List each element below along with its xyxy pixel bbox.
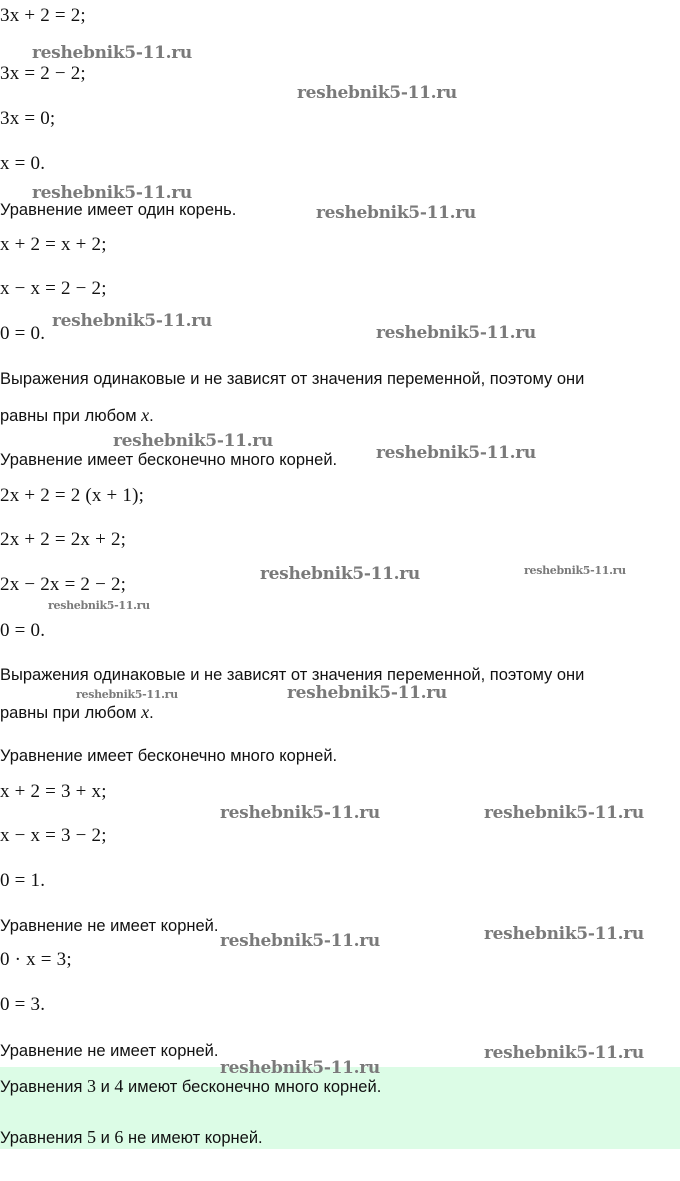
conclusion-text: Уравнение имеет один корень. [0, 201, 237, 219]
watermark: reshebnik5-11.ru [32, 43, 192, 63]
equation-line: x − x = 3 − 2; [0, 825, 107, 846]
equation-line: x = 0. [0, 153, 46, 174]
equation-number: 5 [87, 1127, 97, 1147]
watermark: reshebnik5-11.ru [220, 931, 380, 951]
final-conclusion-line: Уравнения 5 и 6 не имеют корней. [0, 1127, 263, 1147]
watermark: reshebnik5-11.ru [287, 683, 447, 703]
conclusion-text: Уравнение имеет бесконечно много корней. [0, 451, 338, 469]
equation-line: x + 2 = x + 2; [0, 234, 107, 255]
watermark: reshebnik5-11.ru [220, 803, 380, 823]
equation-line: 2x − 2x = 2 − 2; [0, 574, 127, 595]
watermark: reshebnik5-11.ru [484, 803, 644, 823]
watermark: reshebnik5-11.ru [32, 183, 192, 203]
equation-line: x − x = 2 − 2; [0, 278, 107, 299]
watermark: reshebnik5-11.ru [316, 203, 476, 223]
equation-number: 3 [87, 1076, 97, 1096]
watermark: reshebnik5-11.ru [524, 564, 626, 577]
explanation-text: Выражения одинаковые и не зависят от значения переменной, поэтому они [0, 370, 585, 388]
watermark: reshebnik5-11.ru [376, 323, 536, 343]
watermark: reshebnik5-11.ru [76, 688, 178, 701]
equation-line: 0 = 1. [0, 870, 46, 891]
equation-number: 4 [114, 1076, 124, 1096]
equation-line: 0 = 0. [0, 620, 46, 641]
equation-line: 2x + 2 = 2 (x + 1); [0, 485, 145, 506]
variable-x: x [141, 405, 150, 425]
watermark: reshebnik5-11.ru [297, 83, 457, 103]
equation-line: 3x = 2 − 2; [0, 63, 86, 84]
watermark: reshebnik5-11.ru [220, 1058, 380, 1078]
equation-line: 2x + 2 = 2x + 2; [0, 529, 127, 550]
watermark: reshebnik5-11.ru [376, 443, 536, 463]
watermark: reshebnik5-11.ru [484, 924, 644, 944]
variable-x: x [141, 702, 150, 722]
watermark: reshebnik5-11.ru [484, 1043, 644, 1063]
equation-line: 0 = 0. [0, 323, 46, 344]
equation-line: 0 · x = 3; [0, 949, 72, 970]
watermark: reshebnik5-11.ru [52, 311, 212, 331]
watermark: reshebnik5-11.ru [48, 599, 150, 612]
equation-line: x + 2 = 3 + x; [0, 781, 107, 802]
explanation-text: равны при любом x. [0, 405, 154, 425]
conclusion-text: Уравнение не имеет корней. [0, 1042, 219, 1060]
equation-line: 0 = 3. [0, 994, 46, 1015]
explanation-text: Выражения одинаковые и не зависят от значения переменной, поэтому они [0, 666, 585, 684]
equation-line: 3x + 2 = 2; [0, 5, 86, 26]
conclusion-text: Уравнение имеет бесконечно много корней. [0, 747, 338, 765]
watermark: reshebnik5-11.ru [113, 431, 273, 451]
explanation-text: равны при любом x. [0, 702, 154, 722]
watermark: reshebnik5-11.ru [260, 564, 420, 584]
conclusion-text: Уравнение не имеет корней. [0, 917, 219, 935]
equation-line: 3x = 0; [0, 108, 56, 129]
equation-number: 6 [114, 1127, 124, 1147]
final-conclusion-line: Уравнения 3 и 4 имеют бесконечно много корней. [0, 1076, 382, 1096]
